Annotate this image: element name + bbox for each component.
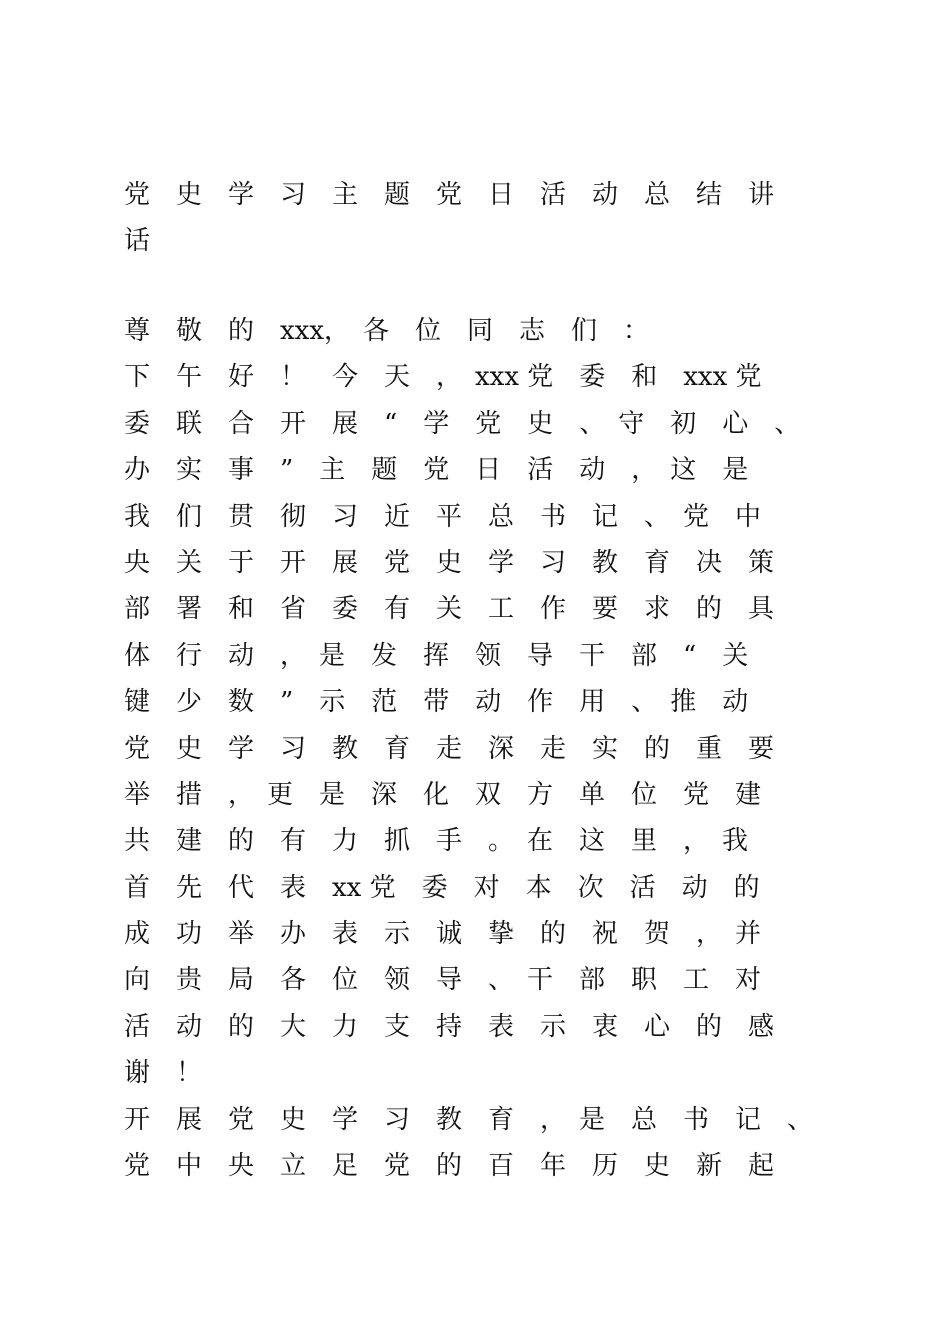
document-title-line-1: 党 史 学 习 主 题 党 日 活 动 总 结 讲 (124, 180, 775, 210)
text-line: 键 少 数 ” 示 范 带 动 作 用 、 推 动 (124, 687, 749, 718)
text-line: 我 们 贯 彻 习 近 平 总 书 记 、 党 中 (124, 501, 762, 532)
text-line: 谢 ！ (124, 1058, 203, 1089)
text-line: 委 联 合 开 展 “ 学 党 史 、 守 初 心 、 (124, 408, 801, 439)
document-body (124, 172, 844, 1189)
text-line: 共 建 的 有 力 抓 手 。 在 这 里 ， 我 (124, 826, 749, 857)
text-line: 成 功 举 办 表 示 诚 挚 的 祝 贺 ， 并 (124, 919, 762, 950)
text-line: 首 先 代 表 xx 党 委 对 本 次 活 动 的 (124, 872, 760, 903)
text-line: 办 实 事 ” 主 题 党 日 活 动 ， 这 是 (124, 455, 749, 486)
document-title-line-2: 话 (124, 226, 151, 256)
text-line: 开 展 党 史 学 习 教 育 ， 是 总 书 记 、 (124, 1104, 814, 1135)
text-line: 体 行 动 ， 是 发 挥 领 导 干 部 “ 关 (124, 640, 749, 671)
text-line: 活 动 的 大 力 支 持 表 示 衷 心 的 感 (124, 1011, 775, 1042)
text-line: 举 措 ， 更 是 深 化 双 方 单 位 党 建 (124, 779, 762, 810)
text-line: 央 关 于 开 展 党 史 学 习 教 育 决 策 (124, 547, 775, 578)
text-line: 党 史 学 习 教 育 走 深 走 实 的 重 要 (124, 733, 775, 764)
text-line: 党 中 央 立 足 党 的 百 年 历 史 新 起 (124, 1151, 775, 1182)
text-line: 下 午 好 ！ 今 天 ， xxx 党 委 和 xxx 党 (124, 362, 762, 393)
text-line: 部 署 和 省 委 有 关 工 作 要 求 的 具 (124, 594, 775, 625)
text-line: 向 贵 局 各 位 领 导 、 干 部 职 工 对 (124, 965, 762, 996)
text-line: 尊 敬 的 xxx， 各 位 同 志 们 ： (124, 316, 649, 346)
paragraph-gap (124, 264, 844, 308)
